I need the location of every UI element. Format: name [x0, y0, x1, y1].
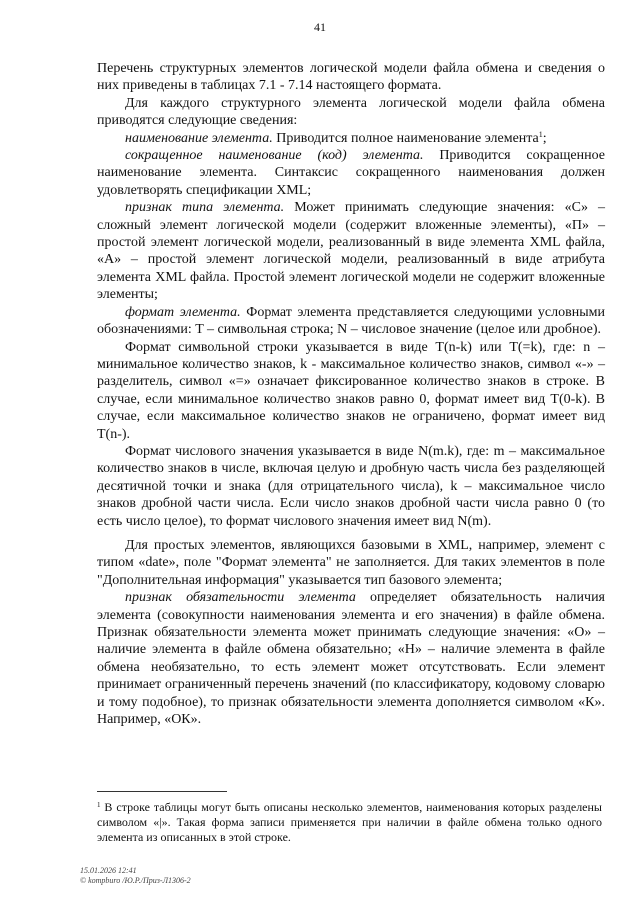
paragraph-element-format: формат элемента. Формат элемента представляется следующими условными обозначениями: T – символьная строка; N – числовое значение (целое или дробное).	[97, 304, 605, 338]
page-number: 41	[314, 20, 326, 34]
term-element-format: формат элемента.	[125, 304, 241, 320]
stamp-source: © kompburo /Ю.Р./Приз-Л1306-2	[80, 876, 191, 885]
footnote-ref: 1	[538, 129, 543, 139]
paragraph-element-name: наименование элемента. Приводится полное наименование элемента$^1$;	[125, 129, 547, 146]
paragraph-intro: Перечень структурных элементов логической модели файла обмена и сведения о них приведены в таблицах 7.1 - 7.14 настоящего формата.	[97, 61, 605, 94]
footnote-divider	[97, 791, 227, 792]
term-element-name: наименование элемента.	[125, 130, 273, 146]
paragraph-string-format: Формат символьной строки указывается в виде T(n-k) или T(=k), где: n – минимальное количество знаков, k - максимальное количество знаков, символ «-» – разделитель, символ «=» означает фиксированное количество знаков в строке. В случае, если минимальное количество знаков равно 0, формат имеет вид T(0-k). В случае, если максимальное количество знаков не ограничено, формат имеет вид T(n-).	[97, 339, 605, 442]
paragraph-base-elements: Для простых элементов, являющихся базовыми в XML, например, элемент с типом «date», поле "Формат элемента" не заполняется. Для таких элементов в поле "Дополнительная информация" указывается тип базового элемента;	[97, 537, 605, 588]
paragraph-number-format: Формат числового значения указывается в виде N(m.k), где: m – максимальное количество знаков в числе, включая целую и дробную часть числа без разделяющей десятичной точки и знака (для отрицательного числа), k – максимальное число знаков дробной части числа. Если число знаков дробной части числа равно 0 (то есть число целое), то формат числового значения имеет вид N(m).	[97, 443, 605, 529]
paragraph-mandatory: признак обязательности элемента определяет обязательность наличия элемента (совокупности наименования элемента и его значения) в файле обмена. Признак обязательности элемента может принимать следующие значения: «О» – наличие элемента в файле обмена обязательно; «Н» – наличие элемента в файле обмена необязательно, то есть элемент может отсутствовать. Если элемент принимает ограниченный перечень значений (по классификатору, кодовому словарю и тому подобное), то признак обязательности элемента дополняется символом «К». Например, «ОК».	[97, 590, 605, 728]
term-element-type: признак типа элемента.	[125, 200, 285, 216]
term-short-name: сокращенное наименование (код) элемента.	[125, 148, 424, 164]
print-stamp	[80, 866, 191, 886]
paragraph-attributes-intro: Для каждого структурного элемента логической модели файла обмена приводятся следующие сведения:	[97, 95, 605, 129]
paragraph-short-name: сокращенное наименование (код) элемента. Приводится сокращенное наименование элемента. Синтаксис сокращенного наименования должен удовлетворять спецификации XML;	[97, 148, 605, 198]
footnote-mark: 1	[97, 801, 101, 809]
stamp-datetime: 15.01.2026 12:41	[80, 866, 137, 875]
term-mandatory: признак обязательности элемента	[125, 590, 356, 606]
paragraph-element-type: признак типа элемента. Может принимать следующие значения: «С» – сложный элемент логической модели (содержит вложенные элементы), «П» – простой элемент логической модели, реализованный в виде элемента XML файла, «А» – простой элемент логической модели, реализованный в виде атрибута элемента XML файла. Простой элемент логической модели не содержит вложенные элементы;	[97, 200, 605, 303]
footnote: $^1$ В строке таблицы могут быть описаны несколько элементов, наименования которых разделены символом «|». Такая форма записи применяется при наличии в файле обмена только одного элемента из описанных в этой строке.	[97, 800, 602, 844]
document-body	[97, 60, 605, 728]
